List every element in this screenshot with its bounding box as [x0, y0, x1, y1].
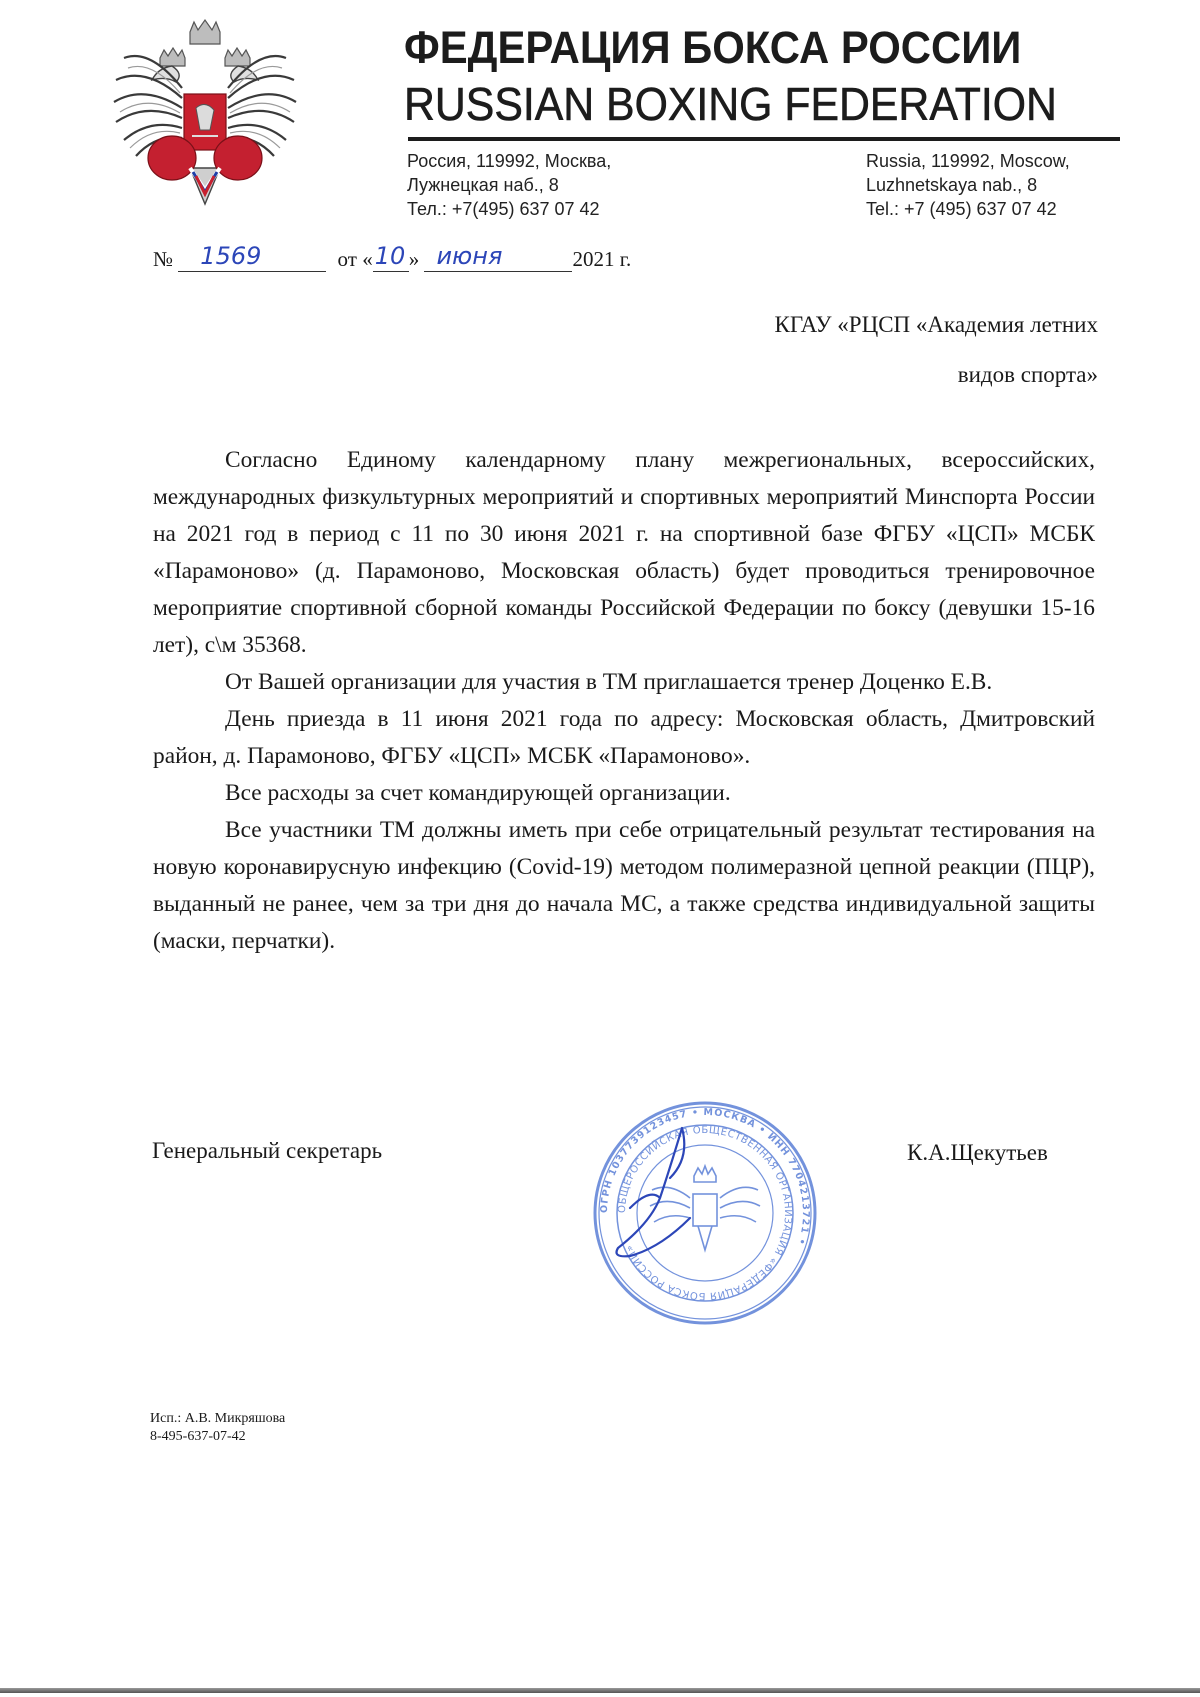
- year-label: 2021 г.: [572, 247, 632, 271]
- body-paragraph: Согласно Единому календарному плану межрегиональных, всероссийских, международных физкультурных мероприятий и спортивных мероприятий Минспорта России на 2021 год в период с 11 по 30 июня 2021 г. на спортивной базе ФГБУ «ЦСП» МСБК «Парамоново» (д. Парамоново, Московская область) будет проводиться тренировочное мероприятие спортивной сборной команды Российской Федерации по боксу (девушки 15-16 лет), с\м 35368.: [153, 447, 1095, 658]
- executor-name: Исп.: А.В. Микряшова: [150, 1411, 286, 1426]
- org-name-ru: ФЕДЕРАЦИЯ БОКСА РОССИИ: [404, 22, 1022, 73]
- svg-text:ОБЩЕРОССИЙСКАЯ ОБЩЕСТВЕННАЯ ОР: [617, 1125, 793, 1301]
- org-name-en: RUSSIAN BOXING FEDERATION: [404, 78, 1057, 130]
- address-ru: [407, 149, 611, 221]
- month-value: июня: [436, 242, 503, 270]
- address-en-line: Russia, 119992, Moscow,: [866, 151, 1070, 171]
- body-paragraph: День приезда в 11 июня 2021 года по адресу: Московская область, Дмитровский район, д. Парамоново, ФГБУ «ЦСП» МСБК «Парамоново».: [153, 706, 1095, 769]
- signatory-title: Генеральный секретарь: [152, 1138, 383, 1163]
- month-field: [424, 242, 572, 272]
- day-field: [373, 242, 409, 272]
- body-paragraph: Все расходы за счет командирующей организации.: [225, 780, 731, 806]
- day-value: 10: [374, 242, 406, 270]
- signatory-name: К.А.Щекутьев: [907, 1140, 1048, 1165]
- number-value: 1569: [200, 242, 262, 270]
- header-divider: [408, 137, 1120, 141]
- address-ru-line: Лужнецкая наб., 8: [407, 175, 559, 195]
- addressee-line: КГАУ «РЦСП «Академия летних: [774, 312, 1098, 337]
- page-bottom-edge: [0, 1688, 1200, 1693]
- close-quote: »: [408, 247, 420, 271]
- address-ru-phone: Тел.: +7(495) 637 07 42: [407, 199, 600, 219]
- executor-info: [150, 1410, 285, 1446]
- stamp-outer-text: ОГРН 1037739123457 • МОСКВА • ИНН 7704213721 •: [598, 1106, 812, 1247]
- body-paragraph: От Вашей организации для участия в ТМ приглашается тренер Доценко Е.В.: [225, 669, 993, 695]
- address-en-phone: Tel.: +7 (495) 637 07 42: [866, 199, 1057, 219]
- from-label: от «: [337, 247, 373, 271]
- address-en-line: Luzhnetskaya nab., 8: [866, 175, 1038, 195]
- address-en: [866, 149, 1070, 221]
- executor-phone: 8-495-637-07-42: [150, 1429, 246, 1444]
- number-label: №: [153, 247, 174, 271]
- address-ru-line: Россия, 119992, Москва,: [407, 151, 612, 171]
- stamp-inner-text: ОБЩЕРОССИЙСКАЯ ОБЩЕСТВЕННАЯ ОРГАНИЗАЦИЯ «ФЕДЕРАЦИЯ БОКСА РОССИИ»: [616, 1124, 794, 1302]
- addressee: [775, 300, 1098, 400]
- body-paragraph: Все участники ТМ должны иметь при себе отрицательный результат тестирования на новую коронавирусную инфекцию (Covid-19) методом полимеразной цепной реакции (ПЦР), выданный не ранее, чем за три дня до начала МС, а также средства индивидуальной защиты (маски, перчатки).: [153, 817, 1095, 954]
- number-field: [178, 242, 326, 272]
- registration-line: [153, 242, 632, 272]
- addressee-line: видов спорта»: [957, 362, 1098, 387]
- federation-logo-icon: [110, 18, 300, 208]
- official-stamp-icon: [590, 1098, 820, 1328]
- letter-body: [153, 442, 1095, 960]
